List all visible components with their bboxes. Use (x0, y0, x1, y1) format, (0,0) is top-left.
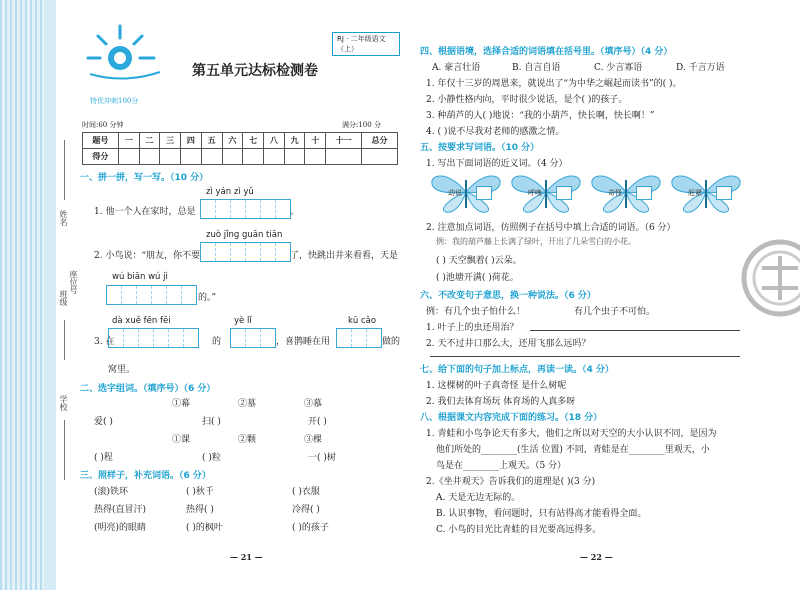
s2-word-b2[interactable]: ( )粒 (202, 453, 221, 463)
s5-row1[interactable]: ( ) 天空飘着( )云朵。 (436, 256, 522, 266)
section-7-title: 七、给下面的句子加上标点，再读一读。（4 分） (420, 365, 614, 375)
s8-opt-c: C. 小鸟的目光比青蛙的目光要高远得多。 (436, 525, 602, 535)
section-1-title: 一、拼一拼，写一写。（10 分） (80, 173, 209, 183)
butterfly-icon (668, 170, 744, 214)
s4-opt-b: B. 自言自语 (512, 63, 561, 73)
section-6-title: 六、不改变句子意思，换一种说法。（6 分） (420, 291, 596, 301)
s6-q1: 1. 叶子上的虫还用治？ (426, 323, 519, 333)
seal-stamp-icon (740, 228, 800, 328)
s2-word-a1[interactable]: 爱( ) (94, 417, 113, 427)
s2-word-a3[interactable]: 开( ) (308, 417, 327, 427)
s2-opt-b2: ②颗 (238, 435, 257, 445)
page-number-22: — 22 — (580, 552, 613, 562)
pinyin-2: zuò jǐng guān tiān (206, 230, 283, 240)
name-line (64, 140, 65, 200)
q1-2-text-c: 的。” (198, 293, 217, 303)
s2-opt-b1: ①课 (172, 435, 191, 445)
s6-q2: 2. 天不过井口那么大，还用飞那么远吗？ (426, 339, 591, 349)
score-header-cell: 九 (284, 133, 305, 149)
answer-grid-4[interactable] (108, 328, 199, 348)
s3-r1c2[interactable]: ( )秋千 (186, 487, 214, 497)
score-header-cell: 十一 (326, 133, 362, 149)
s8-opt-b: B. 认识事物，看问题时，只有站得高才能看得全面。 (436, 509, 647, 519)
name-label: 姓名 (59, 210, 68, 226)
school-label: 学校 (59, 395, 68, 411)
pinyin-4b: yè lǐ (234, 316, 252, 326)
score-header-cell: 一 (118, 133, 139, 149)
page-number-21: — 21 — (230, 552, 263, 562)
score-header-cell: 五 (201, 133, 222, 149)
score-header-cell: 三 (160, 133, 181, 149)
butterfly-icon (508, 170, 584, 214)
pinyin-4a: dà xuě fēn fēi (112, 316, 171, 326)
s2-opt-a1: ①幕 (172, 399, 191, 409)
pinyin-1: zì yán zì yǔ (206, 187, 254, 197)
page-21 (80, 20, 401, 562)
score-header-cell: 题号 (83, 133, 119, 149)
s4-q1: 1. 年仅十三岁的周恩来，就说出了“为中华之崛起而读书”的( )。 (426, 79, 682, 89)
s7-q1: 1. 这棵树的叶子真奇怪 是什么树呢 (426, 381, 567, 391)
score-input-cell[interactable] (139, 149, 160, 165)
class-line (64, 320, 65, 360)
butterfly-word: 奇怪 (608, 189, 622, 197)
section-2-title: 二、选字组词。（填序号）（6 分） (80, 384, 216, 394)
score-header-cell: 总分 (362, 133, 398, 149)
s4-q2: 2. 小静性格内向，平时很少说话，是个( )的孩子。 (426, 95, 628, 105)
s3-r1c1: (滚)铁环 (94, 487, 129, 497)
s3-r2c1: 热得(直冒汗) (94, 505, 147, 515)
section-3-title: 三、照样子，补充词语。（6 分） (80, 471, 211, 481)
s2-word-b1[interactable]: ( )程 (94, 453, 113, 463)
q1-3-text-c: ，喜鹊睡在用 (276, 337, 331, 347)
score-table (82, 132, 398, 165)
score-input-cell[interactable] (118, 149, 139, 165)
score-input-cell[interactable] (284, 149, 305, 165)
score-input-cell[interactable] (362, 149, 398, 165)
s7-q2: 2. 我们去体育场玩 体育场的人真多呀 (426, 397, 576, 407)
score-label-cell: 得分 (83, 149, 119, 165)
q1-1-text: 1. 他一个人在家时，总是 (94, 207, 196, 217)
s3-r3c1: (明亮)的眼睛 (94, 523, 147, 533)
s2-opt-a2: ②墓 (238, 399, 257, 409)
score-input-cell[interactable] (222, 149, 243, 165)
q1-3-text-d: 做的 (382, 337, 401, 347)
butterfly-icon (588, 170, 664, 214)
s3-r1c3[interactable]: ( )衣服 (292, 487, 320, 497)
s2-word-a2[interactable]: 扫( ) (202, 417, 221, 427)
grade-badge: RJ · 二年级语文（上） (332, 32, 400, 56)
butterfly-word: 赶紧 (688, 189, 702, 197)
answer-grid-1[interactable] (200, 199, 291, 219)
s5-example: 例：我的葫芦藤上长满了绿叶，开出了几朵雪白的小花。 (436, 237, 636, 246)
s6-example-2: 有几个虫子不可怕。 (574, 307, 656, 317)
s8-q1-line1: 1. 青蛙和小鸟争论天有多大，他们之所以对天空的大小认识不同，是因为 (426, 429, 717, 439)
butterfly-word: 呼唤 (528, 189, 542, 197)
sun-logo-icon (84, 22, 164, 86)
section-8-title: 八、根据课文内容完成下面的练习。（18 分） (420, 413, 603, 423)
q1-3-text-a: 3. 在 (94, 337, 115, 347)
page-22 (420, 20, 750, 562)
s3-r2c2[interactable]: 热得( ) (186, 505, 214, 515)
score-input-cell[interactable] (263, 149, 284, 165)
section-5-title: 五、按要求写词语。（10 分） (420, 143, 540, 153)
butterfly-icon (428, 170, 504, 214)
score-input-cell[interactable] (326, 149, 362, 165)
s3-r3c2[interactable]: ( )的枫叶 (186, 523, 223, 533)
butterfly-row (420, 170, 750, 214)
s4-opt-c: C. 少言寡语 (594, 63, 643, 73)
s4-opt-a: A. 豪言壮语 (432, 63, 481, 73)
exam-time: 时间:60 分钟 (82, 121, 124, 129)
seat-label: 座位号 (69, 270, 78, 294)
s5-q2: 2. 注意加点词语，仿照例子在括号中填上合适的词语。（6 分） (426, 223, 676, 233)
s8-opt-a: A. 天是无边无际的。 (436, 493, 521, 503)
pinyin-3: wú biān wú jì (112, 272, 168, 282)
s8-q1-line2: 他们所处的________(生活 位置) 不同，青蛙是在________里观天，小 (436, 445, 710, 455)
page-title: 第五单元达标检测卷 (192, 63, 318, 79)
q1-3-text-e: 窝里。 (108, 365, 136, 375)
slogan: 特优冲刺100分 (90, 97, 139, 105)
s4-q3: 3. 种葫芦的人( )地说：“我的小葫芦，快长啊，快长啊！” (426, 111, 655, 121)
s5-row2[interactable]: ( )池塘开满( )荷花。 (436, 273, 519, 283)
score-input-cell[interactable] (201, 149, 222, 165)
q1-3-text-b: 的 (212, 337, 222, 347)
school-line (64, 420, 65, 480)
synonym-answer-box[interactable] (636, 186, 652, 200)
full-score: 满分:100 分 (342, 121, 381, 129)
s6-answer-line-1[interactable] (530, 330, 740, 331)
answer-grid-3[interactable] (106, 285, 197, 305)
s6-answer-line-2[interactable] (430, 356, 740, 357)
pinyin-4c: kū cǎo (348, 316, 377, 326)
class-label: 班级 (59, 290, 68, 306)
score-input-cell[interactable] (160, 149, 181, 165)
q1-1-end: 。 (290, 207, 300, 217)
s8-q2: 2.《坐井观天》告诉我们的道理是( )(3 分) (426, 477, 596, 487)
score-header-cell: 四 (181, 133, 202, 149)
student-info-column (56, 0, 80, 590)
butterfly-word: 动说 (448, 189, 462, 197)
s4-q4: 4. ( )说不尽我对老师的感激之情。 (426, 127, 565, 137)
score-header-cell: 十 (305, 133, 326, 149)
score-header-cell: 二 (139, 133, 160, 149)
synonym-answer-box[interactable] (476, 186, 492, 200)
s8-q1-line3: 鸟是在________上观天。（5 分） (436, 461, 567, 471)
s3-r2c3[interactable]: 冷得( ) (292, 505, 320, 515)
s5-q1: 1. 写出下面词语的近义词。（4 分） (426, 159, 568, 169)
answer-grid-6[interactable] (336, 328, 382, 348)
answer-grid-5[interactable] (230, 328, 276, 348)
binding-margin (44, 0, 56, 590)
score-header-cell: 六 (222, 133, 243, 149)
score-input-cell[interactable] (243, 149, 264, 165)
score-input-cell[interactable] (305, 149, 326, 165)
s6-example-1: 例：有几个虫子怕什么！ (426, 307, 526, 317)
s2-opt-b3: ③棵 (304, 435, 323, 445)
s2-opt-a3: ③慕 (304, 399, 323, 409)
synonym-answer-box[interactable] (556, 186, 572, 200)
section-4-title: 四、根据语境，选择合适的词语填在括号里。（填序号）（4 分） (420, 47, 673, 57)
s4-opt-d: D. 千言万语 (676, 63, 725, 73)
answer-grid-2[interactable] (200, 242, 291, 262)
score-header-cell: 七 (243, 133, 264, 149)
score-header-cell: 八 (263, 133, 284, 149)
q1-2-text-b: 了，快跳出井来看看，天是 (290, 251, 399, 261)
decorative-strip (0, 0, 44, 590)
s3-r3c3[interactable]: ( )的孩子 (292, 523, 329, 533)
score-input-cell[interactable] (181, 149, 202, 165)
q1-2-text: 2. 小鸟说：“朋友，你不要 (94, 251, 201, 261)
s2-word-b3[interactable]: 一( )树 (308, 453, 336, 463)
synonym-answer-box[interactable] (716, 186, 732, 200)
